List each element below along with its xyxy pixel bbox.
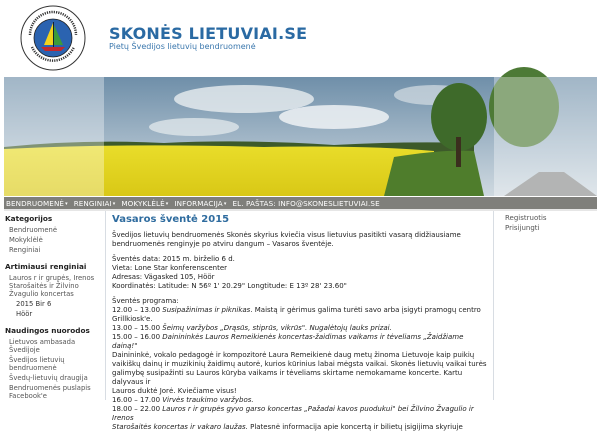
program-text: 15.00 – 16.00 [112, 333, 163, 341]
useful-links-heading: Naudingos nuorodos [5, 326, 90, 335]
nav-label: EL. PAŠTAS: INFO@SKONESLIETUVIAI.SE [232, 198, 380, 208]
program-text: 16.00 – 17.00 [112, 396, 163, 404]
program-text: 12.00 – 13.00 [112, 306, 163, 314]
useful-links-widget [4, 325, 104, 401]
program-line [112, 387, 489, 396]
program-line [112, 333, 489, 351]
program-heading: Šventės programa: [112, 297, 179, 305]
link-line: bendruomenė [9, 364, 57, 372]
detail-line: Koordinatės: Latitude: N 56º 1' 20.29" Longtitude: E 13º 28' 23.60" [112, 282, 347, 290]
program-text: Grillkiosk'e. [112, 315, 153, 323]
program-line [112, 396, 489, 405]
program-line [112, 405, 489, 423]
link-line: Lietuvos ambasada [9, 338, 76, 346]
event-program [112, 297, 489, 432]
link-line: Švedų-lietuvių draugija [9, 374, 88, 382]
register-link[interactable]: Registruotis [505, 214, 547, 222]
useful-link[interactable] [4, 373, 104, 383]
nav-item-renginiai[interactable] [74, 199, 116, 208]
nav-item-bendruomene[interactable] [6, 199, 68, 208]
program-text: . Maistą ir gėrimus galima turėti savo arba įsigyti pramogų centro [250, 306, 481, 314]
link-line: Švedijoje [9, 346, 40, 354]
program-line [112, 360, 489, 369]
header-banner-image [4, 77, 597, 196]
main-content [105, 211, 494, 431]
right-sidebar [499, 213, 597, 233]
program-line [112, 324, 489, 333]
program-text: galimybę susipažinti su Lauros kūryba vaikams ir tėveliams skirtame nemokamame koncerte. Kartu dalyvaus ir [112, 369, 463, 386]
category-link[interactable]: Mokyklėlė [9, 235, 43, 244]
category-link[interactable]: Renginiai [9, 245, 41, 254]
categories-widget [4, 213, 104, 255]
chevron-down-icon: ▾ [223, 200, 227, 207]
intro-line: Švedijos lietuvių bendruomenės Skonės skyrius kviečia visus lietuvius pasitikti vasarą didžiausiame [112, 231, 461, 239]
intro-line: bendruomenės renginyje po atviru dangum – Vasaros šventėje. [112, 240, 334, 248]
useful-link[interactable] [4, 337, 104, 355]
event-details [112, 255, 489, 291]
category-link[interactable]: Bendruomenė [9, 225, 58, 234]
nav-item-informacija[interactable] [174, 199, 226, 208]
program-text: Dainininkė, vokalo pedagogė ir kompozitorė Laura Remeikienė daug metų žinoma Lietuvoje kaip puikių [112, 351, 475, 359]
site-title[interactable]: SKONĖS LIETUVIAI.SE [109, 24, 308, 43]
nav-label: INFORMACIJA [174, 198, 223, 208]
program-text-italic: Susipažinimas ir piknikas [162, 306, 251, 314]
program-text-italic: Lauros r ir grupės gyvo garso koncertas „Pažadai kavos puodukui" bei Žilvino Žvagulio ir Irenos [112, 405, 474, 422]
link-line: Švedijos lietuvių [9, 356, 65, 364]
chevron-down-icon: ▾ [65, 200, 68, 207]
left-sidebar [4, 213, 104, 407]
event-date: 2015 Bir 6 [16, 299, 52, 308]
post-title[interactable]: Vasaros šventė 2015 [112, 214, 230, 225]
program-line [112, 351, 489, 360]
program-text-italic: Šeimų varžybos „Drąsūs, stiprūs, vikrūs". Nugalėtojų lauks prizai. [162, 324, 392, 332]
link-line: Facebook'e [9, 392, 47, 400]
program-line [112, 306, 489, 315]
program-text: vaikiškų dainų ir muzikinių žaidimų autorė, kurios kūrinius labai mėgsta vaikai. Skonės lietuvių vaikai turės [112, 360, 487, 368]
program-line [112, 423, 489, 432]
event-title-line: Starošaitės ir Žilvino [9, 282, 79, 290]
community-logo[interactable] [20, 5, 86, 71]
event-link[interactable] [4, 273, 104, 299]
useful-link[interactable] [4, 355, 104, 373]
detail-line: Adresas: Vägasked 105, Höör [112, 273, 215, 281]
program-line [112, 315, 489, 324]
program-text-italic: Starošaitės koncertas ir vakaro laužas. [112, 423, 248, 431]
program-text: 13.00 – 15.00 [112, 324, 163, 332]
program-line [112, 369, 489, 387]
login-link[interactable]: Prisijungti [505, 224, 540, 232]
program-text-italic: Dainininkės Lauros Remeikienės koncertas-žaidimas vaikams ir tėveliams „Žaidžiame dainą!" [112, 333, 464, 350]
program-text-italic: Virvės traukimo varžybos. [162, 396, 254, 404]
chevron-down-icon: ▾ [165, 200, 169, 207]
site-header [0, 0, 600, 76]
upcoming-events-heading: Artimiausi renginiai [5, 262, 87, 271]
post-intro [112, 231, 489, 249]
chevron-down-icon: ▾ [112, 200, 116, 207]
nav-item-email[interactable] [232, 199, 379, 208]
detail-line: Vieta: Lone Star konferenscenter [112, 264, 228, 272]
categories-heading: Kategorijos [5, 214, 53, 223]
nav-label: BENDRUOMENĖ [6, 198, 65, 208]
program-text: 18.00 – 22.00 [112, 405, 163, 413]
detail-line: Šventės data: 2015 m. birželio 6 d. [112, 255, 235, 263]
event-title-line: Žvagulio koncertas [9, 290, 74, 298]
event-title-line: Lauros r ir grupės, Irenos [9, 274, 95, 282]
nav-label: MOKYKLĖLĖ [121, 198, 165, 208]
nav-item-mokyklele[interactable] [121, 199, 168, 208]
site-subtitle: Pietų Švedijos lietuvių bendruomenė [109, 42, 256, 51]
main-navigation [4, 197, 597, 209]
event-location: Höör [16, 309, 33, 318]
nav-label: RENGINIAI [73, 198, 112, 208]
program-text: Platesnė informacija apie koncertą ir bilietų įsigijima skyriuje [247, 423, 463, 431]
upcoming-events-widget [4, 261, 104, 319]
link-line: Bendruomenės puslapis [9, 384, 91, 392]
program-text: Lauros duktė Jorė. Kviečiame visus! [112, 387, 237, 395]
useful-link[interactable] [4, 383, 104, 401]
